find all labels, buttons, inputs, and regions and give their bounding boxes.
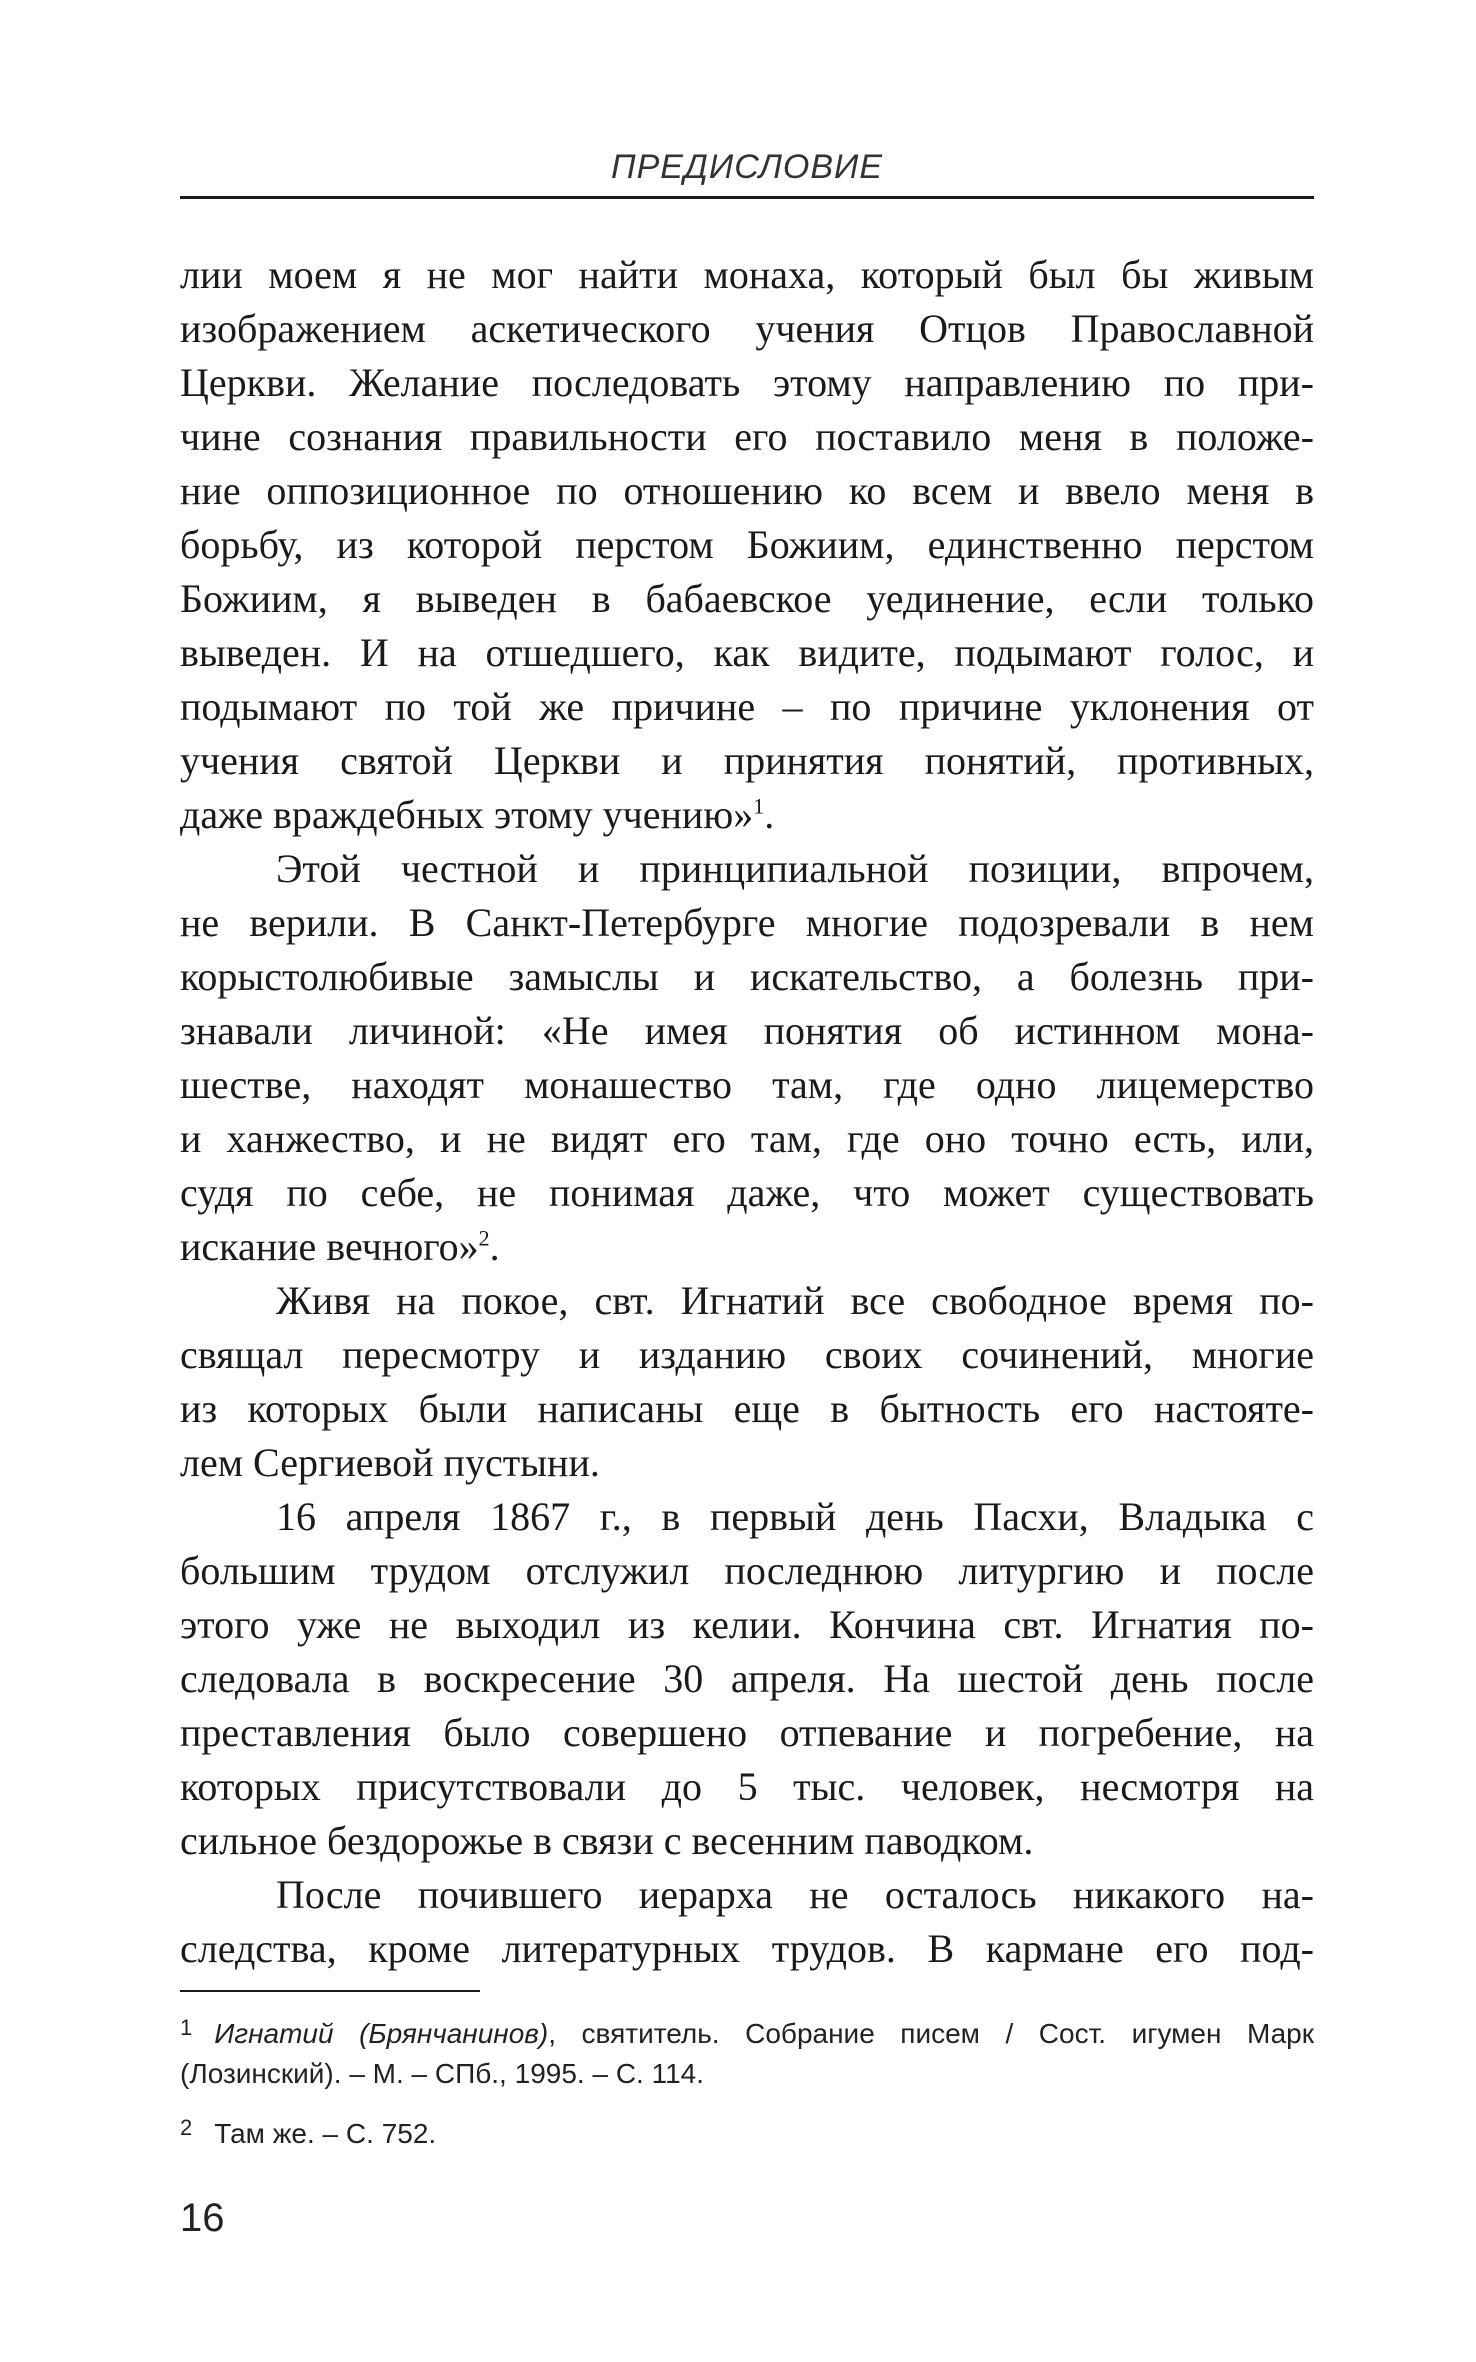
text-line: следства, кроме литературных трудов. В кармане его под- bbox=[180, 1926, 1314, 1971]
page-number: 16 bbox=[180, 2196, 225, 2240]
text-line: подымают по той же причине – по причине уклонения от bbox=[180, 684, 1314, 729]
text-line: шестве, находят монашество там, где одно лицемерство bbox=[180, 1062, 1314, 1107]
text-line-with-footnote bbox=[180, 788, 1314, 842]
footnote-ref-2[interactable]: 2 bbox=[478, 1225, 490, 1251]
text-line: лии моем я не мог найти монаха, который был бы живым bbox=[180, 252, 1314, 297]
footnote-number: 1 bbox=[180, 2015, 193, 2040]
footnote-number: 2 bbox=[180, 2115, 193, 2140]
text-line: Этой честной и принципиальной позиции, впрочем, bbox=[276, 846, 1314, 891]
text-line: ние оппозиционное по отношению ко всем и ввело меня в bbox=[180, 468, 1314, 513]
line-text: даже враждебных этому учению» bbox=[180, 792, 754, 837]
text-line: Церкви. Желание последовать этому направлению по при- bbox=[180, 360, 1314, 405]
line-text: искание вечного» bbox=[180, 1224, 479, 1269]
footnote-2 bbox=[180, 2108, 1314, 2154]
text-line: изображением аскетического учения Отцов Православной bbox=[180, 306, 1314, 351]
text-line: После почившего иерарха не осталось никакого на- bbox=[276, 1872, 1314, 1917]
text-line: корыстолюбивые замыслы и искательство, а болезнь при- bbox=[180, 954, 1314, 999]
text-line: знавали личиной: «Не имея понятия об истинном мона- bbox=[180, 1008, 1314, 1053]
footnote-1 bbox=[180, 2008, 1314, 2094]
text-line: учения святой Церкви и принятия понятий, противных, bbox=[180, 738, 1314, 783]
line-end: . bbox=[489, 1224, 500, 1269]
text-line: лем Сергиевой пустыни. bbox=[180, 1440, 600, 1485]
footnote-rule bbox=[180, 1990, 480, 1992]
running-head: ПРЕДИСЛОВИЕ bbox=[610, 148, 884, 186]
text-line: чине сознания правильности его поставило меня в положе- bbox=[180, 414, 1314, 459]
text-line: этого уже не выходил из келии. Кончина свт. Игнатия по- bbox=[180, 1602, 1314, 1647]
text-line: свящал пересмотру и изданию своих сочинений, многие bbox=[180, 1332, 1314, 1377]
line-end: . bbox=[764, 792, 775, 837]
header-rule bbox=[180, 196, 1314, 199]
text-line: Божиим, я выведен в бабаевское уединение, если только bbox=[180, 576, 1314, 621]
text-line: и ханжество, и не видят его там, где оно точно есть, или, bbox=[180, 1116, 1314, 1161]
text-line: не верили. В Санкт-Петербурге многие подозревали в нем bbox=[180, 900, 1314, 945]
text-line: выведен. И на отшедшего, как видите, подымают голос, и bbox=[180, 630, 1314, 675]
text-line: из которых были написаны еще в бытность его настояте- bbox=[180, 1386, 1314, 1431]
footnote-author: Игнатий (Брянчанинов) bbox=[214, 2018, 549, 2049]
footnote-ref-1[interactable]: 1 bbox=[753, 793, 765, 819]
text-line: которых присутствовали до 5 тыс. человек, несмотря на bbox=[180, 1764, 1314, 1809]
footnote-text: Там же. – С. 752. bbox=[214, 2118, 437, 2149]
text-line: борьбу, из которой перстом Божиим, единственно перстом bbox=[180, 522, 1314, 567]
text-line: преставления было совершено отпевание и погребение, на bbox=[180, 1710, 1314, 1755]
footnote-text: , святитель. Собрание писем / Сост. игумен Марк (Лозинский). – М. – СПб., 1995. – С. 114. bbox=[180, 2018, 1315, 2089]
text-line: Живя на покое, свт. Игнатий все свободное время по- bbox=[276, 1278, 1314, 1323]
footnotes bbox=[180, 2008, 1314, 2168]
text-line: следовала в воскресение 30 апреля. На шестой день после bbox=[180, 1656, 1314, 1701]
text-line: 16 апреля 1867 г., в первый день Пасхи, Владыка с bbox=[276, 1494, 1314, 1539]
text-line-with-footnote bbox=[180, 1220, 1314, 1274]
text-line: большим трудом отслужил последнюю литургию и после bbox=[180, 1548, 1314, 1593]
main-text bbox=[180, 248, 1314, 1976]
text-line: сильное бездорожье в связи с весенним паводком. bbox=[180, 1818, 1034, 1863]
text-line: судя по себе, не понимая даже, что может существовать bbox=[180, 1170, 1314, 1215]
